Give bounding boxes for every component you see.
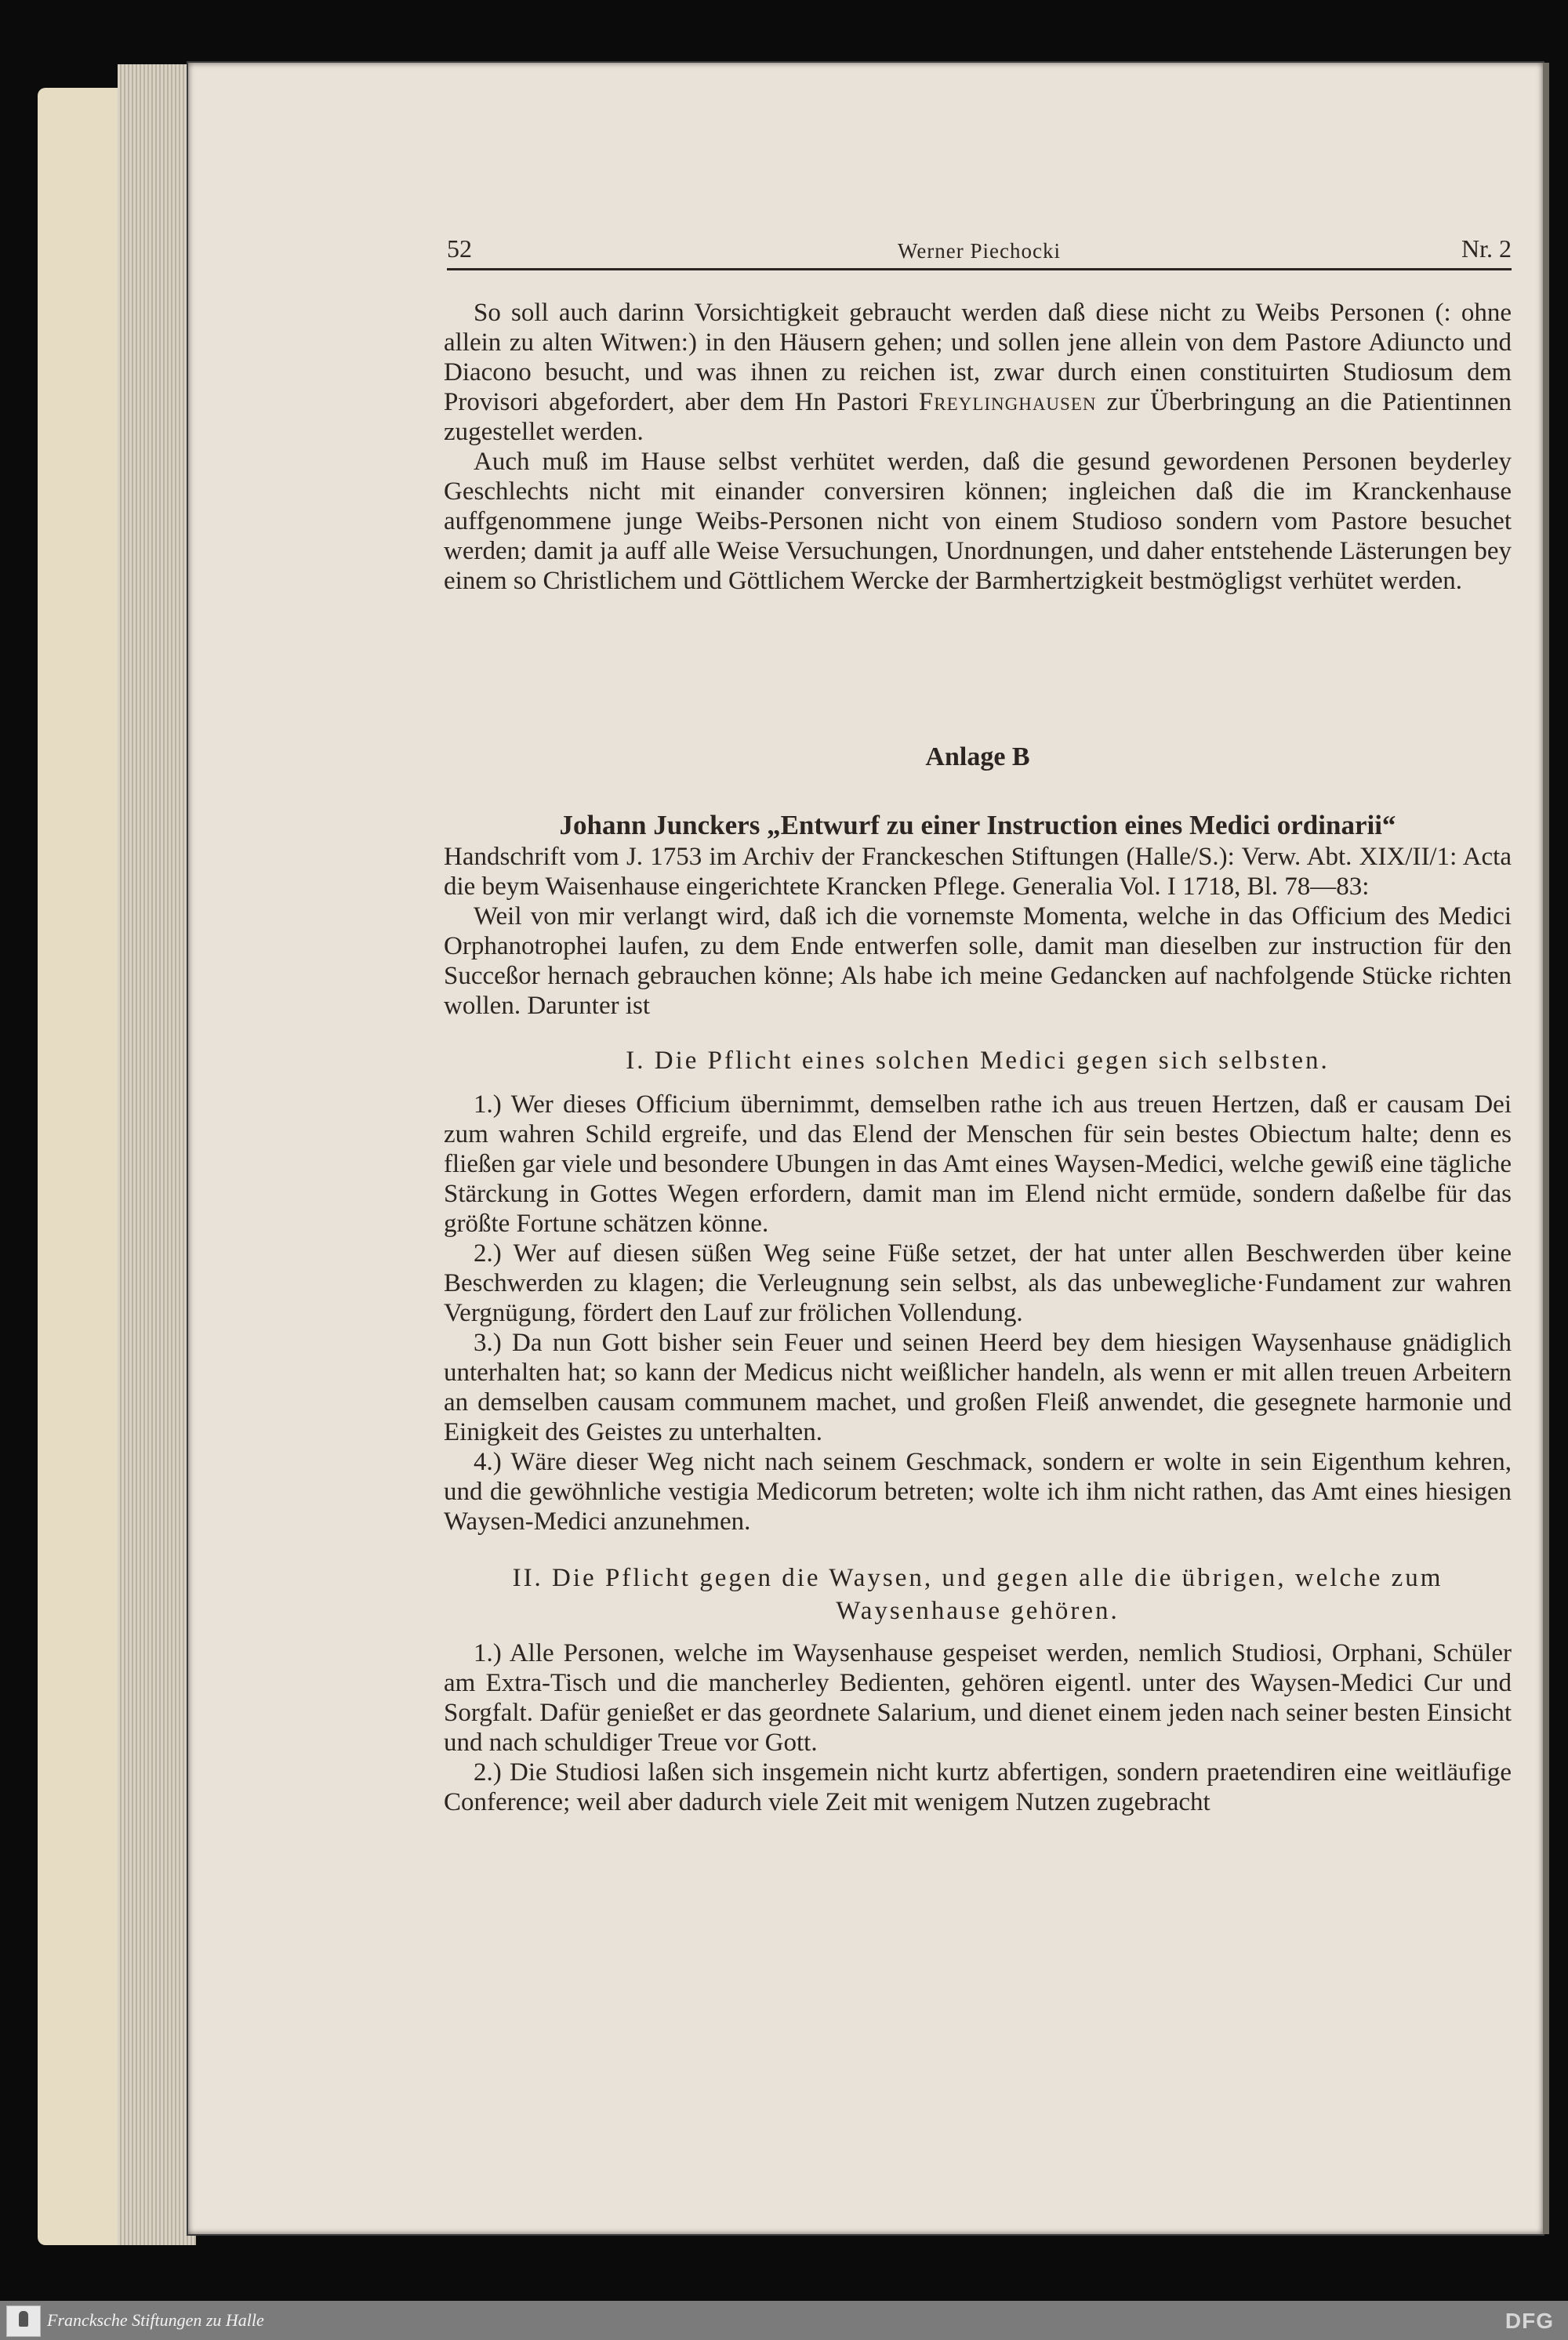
page-content (444, 298, 1512, 1817)
section-2-item: 1.) Alle Personen, welche im Waysenhause gespeiset werden, nemlich Studiosi, Orphani, Schüler am Extra-Tisch und die mancherley Bedienten, gehören eigentl. unter des Waysen-Medici Cur und Sorgfalt. Dafür genießet er das geordnete Salarium, und dienet einem jeden nach seiner besten Einsicht und nach schuldiger Treue vor Gott. (444, 1639, 1512, 1757)
name-freylinghausen: Freylinghausen (918, 388, 1097, 416)
paragraph-2: Auch muß im Hause selbst verhütet werden, daß die gesund gewordenen Personen beyderley Geschlechts nicht mit einander conversiren können; ingleichen daß die im Kranckenhause auffgenommene junge Weibs-Personen nicht von einem Studioso sondern vom Pastore besuchet werden; damit ja auff alle Weise Versuchungen, Unordnungen, und daher entstehende Lästerungen bey einem so Christlichem und Göttlichem Wercke der Barmhertzigkeit bestmögligst verhütet werden. (444, 448, 1512, 595)
institution-name: Francksche Stiftungen zu Halle (47, 2310, 264, 2330)
section-1-item: 4.) Wäre dieser Weg nicht nach seinem Geschmack, sondern er wolte in sein Eigenthum kehren, und die gewöhnliche vestigia Medicorum betreten; wolte ich ihm nicht rathen, das Amt eines hiesigen Waysen-Medici anzunehmen. (444, 1448, 1512, 1536)
dfg-logo: DFG (1504, 2309, 1554, 2333)
source-note: Handschrift vom J. 1753 im Archiv der Franckeschen Stiftungen (Halle/S.): Verw. Abt. XIX/II/1: Acta die beym Waisenhause eingerichtete Krancken Pflege. Generalia Vol. I 1718, Bl. 78—83: (444, 843, 1512, 901)
page-stack-edge (118, 64, 196, 2245)
section-1-item: 3.) Da nun Gott bisher sein Feuer und seinen Heerd bey dem hiesigen Waysenhause gnädiglich unterhalten hat; so kann der Medicus nicht weißlicher handeln, als wenn er mit allen treuen Arbeitern an demselben causam communem machet, und großen Fleiß anwendet, die gesegnete harmonie und Einigkeit des Geistes zu unterhalten. (444, 1329, 1512, 1446)
paragraph-1: So soll auch darinn Vorsichtigkeit gebraucht werden daß diese nicht zu Weibs Personen (: ohne allein zu alten Witwen:) in den Häusern gehen; und sollen jene allein von dem Pastore Adiuncto und Diacono besucht, und was ihnen zu reichen ist, zwar durch einen constituirten Studiosum dem Provisori abgefordert, aber dem Hn Pastori Freylinghausen zur Überbringung an die Patientinnen zugestellet werden. (444, 299, 1512, 446)
running-header (447, 229, 1512, 270)
running-author: Werner Piechocki (898, 239, 1061, 263)
section-2-item: 2.) Die Studiosi laßen sich insgemein nicht kurtz abfertigen, sondern praetendiren eine weitläufige Conference; weil aber dadurch viele Zeit mit wenigem Nutzen zugebracht (444, 1758, 1512, 1816)
institution-logo-icon (6, 2306, 41, 2337)
section-1-heading: I. Die Pflicht eines solchen Medici gegen sich selbsten. (626, 1047, 1330, 1075)
appendix-heading: Anlage B (925, 742, 1030, 771)
page-number: 52 (447, 234, 472, 263)
section-1-item: 2.) Wer auf diesen süßen Weg seine Füße setzet, der hat unter allen Beschwerden über keine Beschwerden zu klagen; die Verleugnung sein selbst, als das unbewegliche·Fundament zur wahren Vergnügung, fördert den Lauf zur frölichen Vollendung. (444, 1239, 1512, 1327)
intro-paragraph: Weil von mir verlangt wird, daß ich die vornemste Momenta, welche in das Officium des Medici Orphanotrophei laufen, zu dem Ende entwerfen solle, damit man dieselben zur instruction für den Succeßor hernach gebrauchen könne; Als habe ich meine Gedancken auf nachfolgende Stücke richten wollen. Darunter ist (444, 902, 1512, 1020)
issue-number: Nr. 2 (1461, 234, 1512, 263)
section-2-heading: II. Die Pflicht gegen die Waysen, und gegen alle die übrigen, welche zum Waysenhause gehören. (512, 1564, 1443, 1625)
document-title: Johann Junckers „Entwurf zu einer Instruction eines Medici ordinarii“ (559, 810, 1396, 840)
section-1-item: 1.) Wer dieses Officium übernimmt, demselben rathe ich aus treuen Hertzen, daß er causam Dei zum wahren Schild ergreife, und das Elend der Menschen für sein bestes Obiectum halte; denn es fließen gar viele und besondere Ubungen in das Amt eines Waysen-Medici, welche gewiß eine tägliche Stärckung in Gottes Wegen erfordern, damit man im Elend nicht ermüde, sondern daßelbe für das größte Fortune schätzen könne. (444, 1090, 1512, 1238)
page-right-edge (1543, 63, 1549, 2234)
viewer-footer (0, 2301, 1568, 2340)
